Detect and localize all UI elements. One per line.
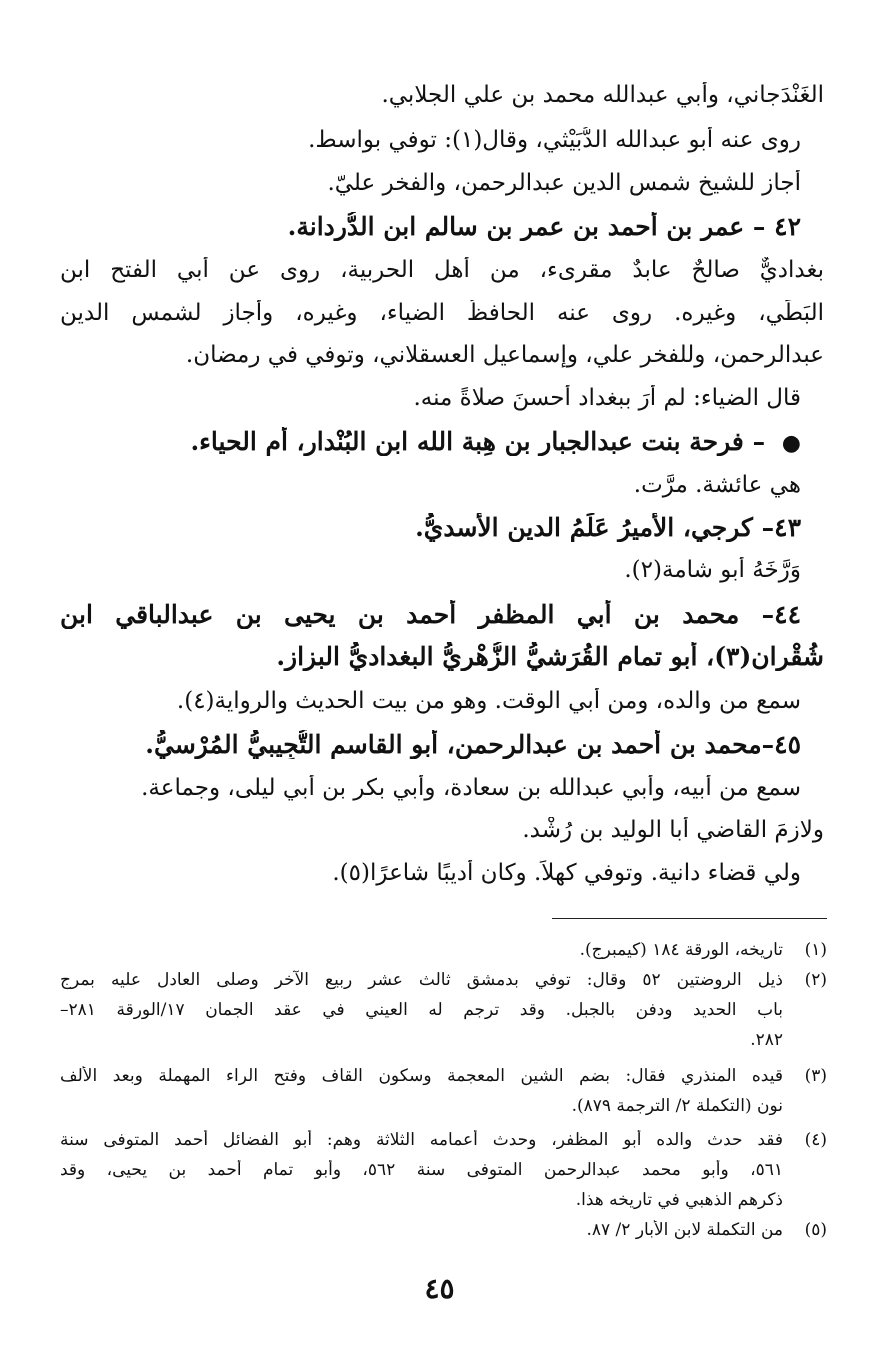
body-line: سمع من أبيه، وأبي عبدالله بن سعادة، وأبي بكر بن أبي ليلى، وجماعة. [141, 775, 801, 801]
body-line: ولي قضاء دانية. وتوفي كهلاً. وكان أديبًا شاعرًا(٥). [332, 860, 801, 886]
footnote-3-line-2 [60, 1096, 827, 1120]
entry-heading-43: ٤٣– كرجي، الأميرُ عَلَمُ الدين الأسديُّ. [415, 513, 801, 542]
footnote-text: ذيل الروضتين ٥٢ وقال: توفي بدمشق ثالث عشر ربيع الآخر وصلى العادل عليه بمرج [60, 970, 783, 990]
footnote-number: (٥) [804, 1220, 827, 1240]
body-line: ولازمَ القاضي أبا الوليد بن رُشْد. [522, 817, 824, 843]
body-line: عبدالرحمن، وللفخر علي، وإسماعيل العسقلاني، وتوفي في رمضان. [185, 342, 824, 368]
footnote-4 [60, 1130, 827, 1154]
footnote-text: ٢٨٢. [750, 1030, 783, 1050]
footnote-text: باب الحديد ودفن بالجبل. وقد ترجم له العيني في عقد الجمان ١٧/الورقة ٢٨١– [60, 1000, 783, 1020]
body-line: الغَنْدَجاني، وأبي عبدالله محمد بن علي الجلابي. [381, 82, 824, 108]
bullet-icon: ● [781, 430, 801, 456]
footnote-2-line-2 [60, 1000, 827, 1024]
footnote-number: (٣) [804, 1066, 827, 1086]
footnote-text: ٥٦١، وأبو محمد عبدالرحمن المتوفى سنة ٥٦٢، وأبو تمام أحمد بن يحيى، وقد [60, 1160, 783, 1180]
body-line: روى عنه أبو عبدالله الدُّبَيْثي، وقال(١): توفي بواسط. [308, 127, 801, 153]
footnote-1 [60, 940, 827, 964]
entry-heading-farha: ● – فرحة بنت عبدالجبار بن هِبة الله ابن البُنْدار، أم الحياء. [190, 427, 801, 456]
page-number: ٤٥ [424, 1272, 455, 1305]
footnote-number: (٢) [804, 970, 827, 990]
body-line: بغداديٌّ صالحٌ عابدٌ مقرىء، من أهل الحربية، روى عن أبي الفتح ابن [60, 257, 824, 283]
footnote-text: ذكرهم الذهبي في تاريخه هذا. [575, 1190, 783, 1210]
entry-heading-45: ٤٥–محمد بن أحمد بن عبدالرحمن، أبو القاسم التُّجِيبيُّ المُرْسيُّ. [145, 730, 801, 759]
footnote-text: قيده المنذري فقال: بضم الشين المعجمة وسكون القاف وفتح الراء المهملة وبعد الألف [60, 1066, 783, 1086]
footnote-text: نون (التكملة ٢/ الترجمة ٨٧٩). [571, 1096, 783, 1116]
entry-heading-42: ٤٢ – عمر بن أحمد بن عمر بن سالم ابن الدُّردانة. [287, 212, 801, 241]
footnote-4-line-3 [60, 1190, 827, 1214]
footnote-text: تاريخه، الورقة ١٨٤ (كيمبرج). [579, 940, 783, 960]
footnote-number: (٤) [804, 1130, 827, 1150]
body-line: وَرَّخَهُ أبو شامة(٢). [624, 557, 801, 583]
footnote-3 [60, 1066, 827, 1090]
footnote-4-line-2 [60, 1160, 827, 1184]
body-line: قال الضياء: لم أرَ ببغداد أحسنَ صلاةً منه. [413, 385, 801, 411]
footnote-text: من التكملة لابن الأبار ٢/ ٨٧. [586, 1220, 783, 1240]
footnote-5 [60, 1220, 827, 1244]
footnote-text: فقد حدث والده أبو المظفر، وحدث أعمامه الثلاثة وهم: أبو الفضائل أحمد المتوفى سنة [60, 1130, 783, 1150]
footnote-2-line-3 [60, 1030, 827, 1054]
body-line: سمع من والده، ومن أبي الوقت. وهو من بيت الحديث والرواية(٤). [176, 688, 801, 714]
body-line: أجاز للشيخ شمسِ الدين عبدالرحمن، والفخر عليّ. [327, 170, 801, 196]
entry-heading-44-cont: شُقْران(٣)، أبو تمام القُرَشيُّ الزُّهْريُّ البغداديُّ البزاز. [276, 642, 824, 671]
footnote-number: (١) [804, 940, 827, 960]
footnote-divider [552, 918, 827, 919]
entry-heading-44: ٤٤– محمد بن أبي المظفر أحمد بن يحيى بن عبدالباقي ابن [60, 600, 801, 629]
body-line: هي عائشة. مرَّت. [633, 472, 801, 498]
body-line: البَطِّي، وغيره. روى عنه الحافظُ الضياء، وغيره، وأجاز لشمسِ الدين [60, 300, 824, 326]
footnote-2 [60, 970, 827, 994]
